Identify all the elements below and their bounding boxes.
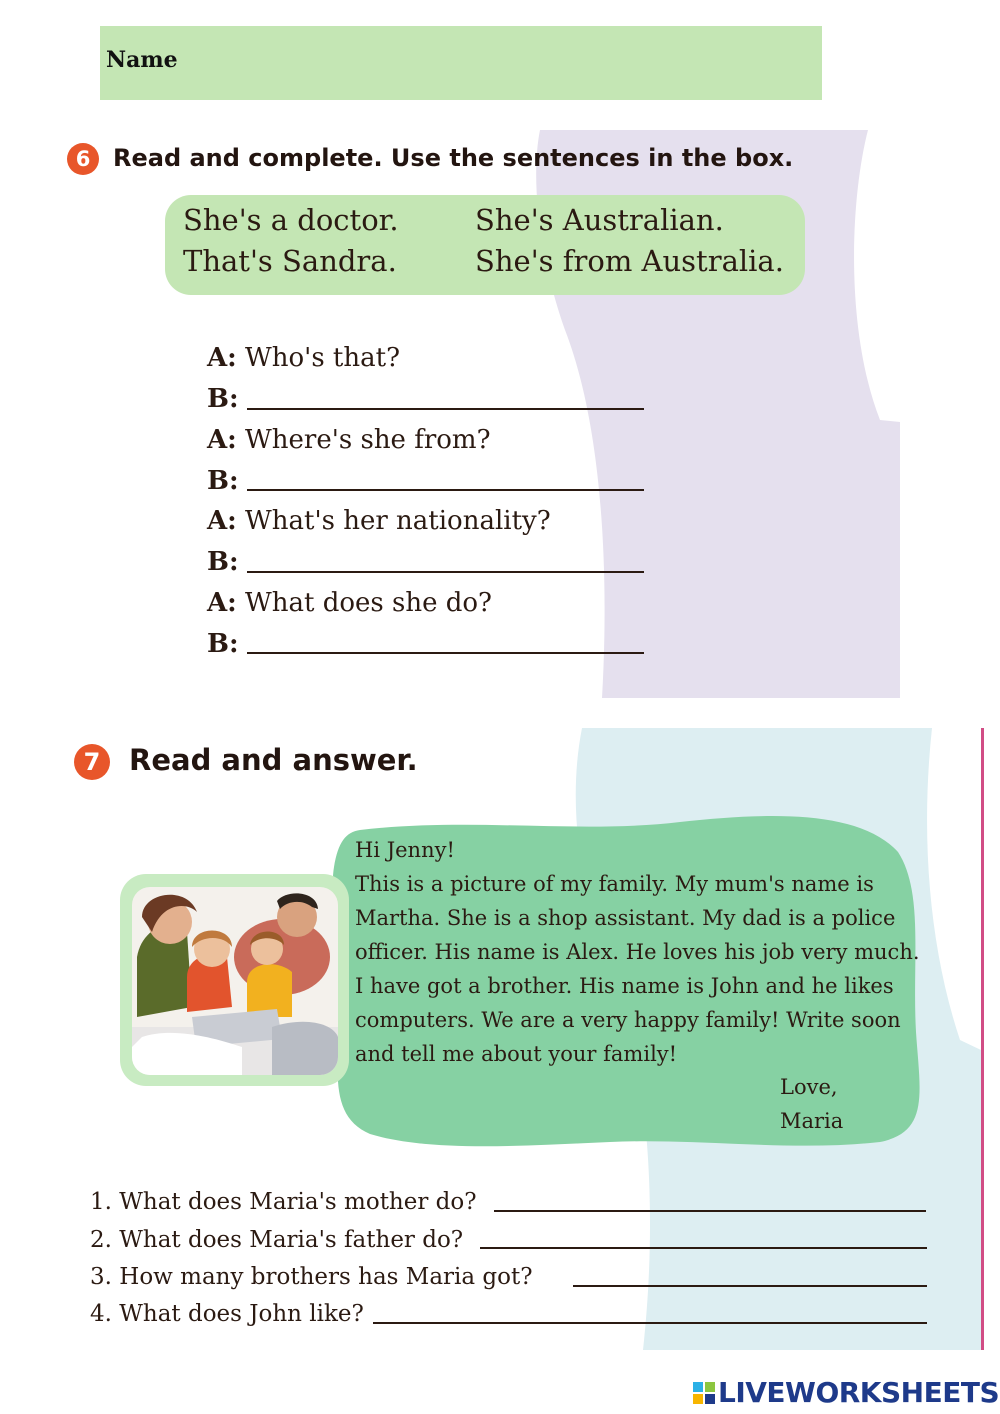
speaker-label: A: bbox=[207, 343, 237, 373]
dialogue-line bbox=[207, 425, 491, 455]
question-text: Where's she from? bbox=[245, 425, 491, 455]
question-text: What's her nationality? bbox=[245, 506, 551, 536]
answer-blank-3[interactable] bbox=[247, 571, 644, 573]
answer-line-2[interactable] bbox=[480, 1247, 927, 1249]
answer-blank-1[interactable] bbox=[247, 408, 644, 410]
exercise-6-title: Read and complete. Use the sentences in the box. bbox=[113, 144, 794, 172]
speaker-label: B: bbox=[207, 547, 239, 577]
exercise-6-number: 6 bbox=[67, 143, 99, 175]
speaker-label: A: bbox=[207, 425, 237, 455]
box-sentence: She's from Australia. bbox=[475, 244, 784, 278]
speaker-label: A: bbox=[207, 588, 237, 618]
box-sentence: She's Australian. bbox=[475, 203, 724, 237]
family-photo bbox=[132, 887, 338, 1075]
dialogue-line bbox=[207, 466, 239, 496]
letter-line: officer. His name is Alex. He loves his job very much. bbox=[355, 940, 920, 964]
speaker-label: B: bbox=[207, 384, 239, 414]
dialogue-line bbox=[207, 343, 400, 373]
dialogue-line bbox=[207, 506, 551, 536]
liveworksheets-logo-text: LIVEWORKSHEETS bbox=[718, 1376, 1000, 1409]
answer-line-1[interactable] bbox=[494, 1210, 926, 1212]
dialogue-line bbox=[207, 588, 492, 618]
name-field[interactable] bbox=[100, 26, 822, 100]
box-sentence: That's Sandra. bbox=[183, 244, 397, 278]
letter-line: computers. We are a very happy family! Write soon bbox=[355, 1008, 901, 1032]
dialogue-line bbox=[207, 547, 239, 577]
question-text: What does she do? bbox=[245, 588, 492, 618]
name-label: Name bbox=[106, 47, 178, 73]
answer-blank-4[interactable] bbox=[247, 652, 644, 654]
question-2: 2. What does Maria's father do? bbox=[90, 1227, 464, 1253]
liveworksheets-logo[interactable] bbox=[692, 1376, 1000, 1409]
dialogue-line bbox=[207, 629, 239, 659]
exercise-7-title: Read and answer. bbox=[129, 743, 418, 777]
answer-line-4[interactable] bbox=[373, 1322, 927, 1324]
speaker-label: B: bbox=[207, 466, 239, 496]
speaker-label: A: bbox=[207, 506, 237, 536]
speaker-label: B: bbox=[207, 629, 239, 659]
letter-signature: Maria bbox=[780, 1109, 844, 1133]
question-1: 1. What does Maria's mother do? bbox=[90, 1189, 477, 1215]
letter-line: I have got a brother. His name is John and he likes bbox=[355, 974, 894, 998]
dialogue-line bbox=[207, 384, 239, 414]
letter-closing: Love, bbox=[780, 1075, 838, 1099]
letter-greeting: Hi Jenny! bbox=[355, 838, 455, 862]
page-margin-rule bbox=[981, 728, 984, 1350]
answer-line-3[interactable] bbox=[573, 1285, 927, 1287]
letter-line: Martha. She is a shop assistant. My dad is a police bbox=[355, 906, 896, 930]
answer-blank-2[interactable] bbox=[247, 489, 644, 491]
exercise-7-number: 7 bbox=[74, 744, 110, 780]
question-4: 4. What does John like? bbox=[90, 1301, 364, 1327]
letter-line: This is a picture of my family. My mum's name is bbox=[355, 872, 874, 896]
letter-line: and tell me about your family! bbox=[355, 1042, 678, 1066]
liveworksheets-logo-icon bbox=[692, 1381, 716, 1405]
question-3: 3. How many brothers has Maria got? bbox=[90, 1264, 533, 1290]
box-sentence: She's a doctor. bbox=[183, 203, 399, 237]
question-text: Who's that? bbox=[245, 343, 401, 373]
